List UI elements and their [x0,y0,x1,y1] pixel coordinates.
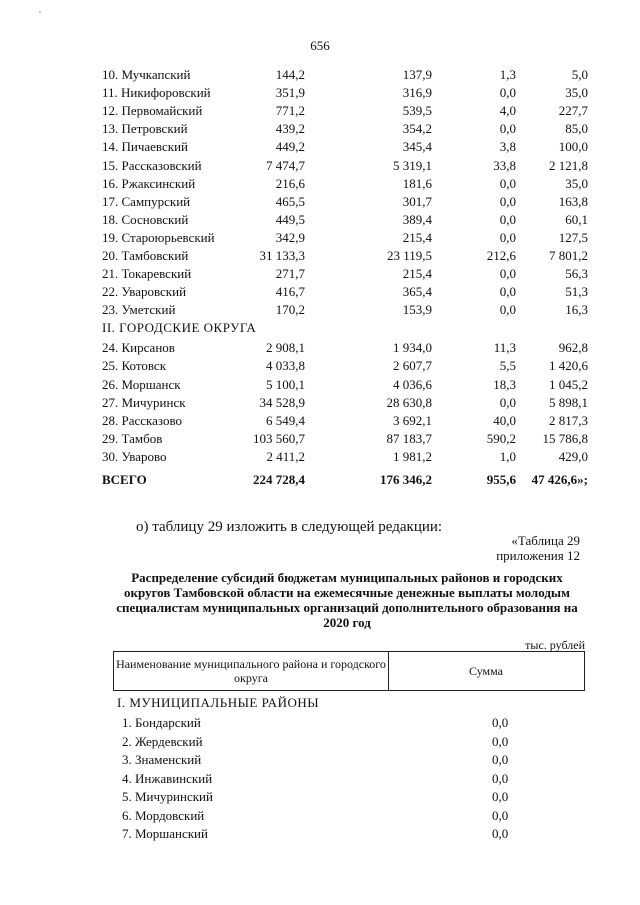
row-value-2: 1 981,2 [393,448,432,464]
row-value-2: 176 346,2 [380,471,432,487]
new-table-header [113,651,585,691]
row-value-1: 449,5 [275,211,305,227]
row-sum: 0,0 [492,770,509,786]
row-value-4: 47 426,6»; [531,471,588,487]
row-value-3: 0,0 [499,175,516,191]
row-value-1: 216,6 [275,175,305,191]
row-value-1: 465,5 [275,193,305,209]
table-row [0,229,640,247]
row-sum: 0,0 [492,733,509,749]
amendment-instruction: о) таблицу 29 изложить в следующей редакции: [136,519,443,535]
table-row [0,807,640,825]
row-value-3: 0,0 [499,229,516,245]
row-value-3: 11,3 [493,340,516,356]
row-value-1: 31 133,3 [259,248,305,263]
row-value-4: 1 420,6 [549,358,588,374]
table-row [0,265,640,283]
row-value-4: 60,1 [565,211,588,227]
table-row [0,825,640,843]
row-value-4: 15 786,8 [542,430,588,446]
table-row [0,247,640,265]
row-value-4: 100,0 [558,139,588,155]
section-urban-districts [0,319,640,337]
row-value-4: 163,8 [558,193,588,209]
row-value-2: 354,2 [402,121,432,137]
row-name: 11. Никифоровский [102,85,211,101]
row-value-3: 0,0 [499,85,516,101]
row-value-4: 51,3 [565,284,588,300]
row-name: 2. Жердевский [122,733,203,749]
table-row [0,339,640,357]
row-name: 10. Мучкапский [102,67,191,82]
row-name: 3. Знаменский [122,752,202,767]
row-name: 14. Пичаевский [102,139,188,155]
row-name: 12. Первомайский [102,103,203,119]
table-row [0,138,640,156]
row-value-3: 4,0 [499,103,516,119]
row-value-1: 2 411,2 [266,448,305,464]
row-value-4: 962,8 [558,340,588,356]
table-row [0,211,640,229]
row-name: ВСЕГО [102,471,147,487]
row-value-2: 539,5 [402,103,432,119]
row-name: 5. Мичуринский [122,789,213,804]
row-name: 7. Моршанский [122,826,208,841]
row-name: 21. Токаревский [102,266,192,282]
row-value-2: 28 630,8 [386,394,432,410]
row-value-4: 56,3 [565,266,588,282]
row-value-3: 0,0 [499,266,516,282]
row-value-4: 2 121,8 [549,157,588,173]
row-value-3: 3,8 [499,139,516,155]
row-value-4: 35,0 [565,85,588,101]
row-value-2: 365,4 [402,284,432,300]
row-value-4: 35,0 [565,175,588,191]
table-caption-number: «Таблица 29 [511,533,580,548]
table-row [0,193,640,211]
units-label: тыс. рублей [525,638,585,652]
table-row [0,102,640,120]
row-sum: 0,0 [492,826,509,841]
row-value-2: 215,4 [402,229,432,245]
row-value-2: 153,9 [402,302,432,318]
table-row [0,751,640,769]
table-row [0,120,640,138]
row-name: 24. Кирсанов [102,340,175,356]
row-value-1: 351,9 [275,85,305,101]
table-row [0,770,640,788]
row-value-2: 389,4 [402,211,432,227]
page-number: 656 [310,38,330,53]
row-value-1: 170,2 [275,302,305,318]
row-name: 29. Тамбов [102,430,163,446]
row-value-1: 224 728,4 [253,471,305,487]
table-row [0,394,640,412]
table-row [0,471,640,489]
row-name: 4. Инжавинский [122,770,213,786]
row-value-2: 345,4 [402,139,432,155]
table-row [0,66,640,84]
row-value-4: 1 045,2 [549,376,588,392]
row-value-2: 1 934,0 [393,340,432,356]
row-value-3: 1,3 [499,67,516,82]
row-value-3: 0,0 [499,284,516,300]
row-value-3: 0,0 [499,193,516,209]
row-value-1: 103 560,7 [253,430,305,446]
table-row [0,448,640,466]
row-sum: 0,0 [492,789,509,804]
row-name: 26. Моршанск [102,376,181,392]
table-row [0,376,640,394]
row-value-1: 34 528,9 [259,394,305,410]
row-name: 28. Рассказово [102,412,183,428]
row-value-1: 416,7 [275,284,305,300]
row-value-2: 301,7 [402,193,432,209]
row-name: 18. Сосновский [102,211,189,227]
row-name: 27. Мичуринск [102,394,186,410]
corner-mark: ` [38,10,42,22]
row-value-2: 181,6 [402,175,432,191]
row-value-1: 4 033,8 [266,358,305,374]
section-municipal-districts: I. МУНИЦИПАЛЬНЫЕ РАЙОНЫ [117,695,320,710]
row-value-4: 16,3 [565,302,588,318]
row-name: 23. Уметский [102,302,176,318]
row-name: 25. Котовск [102,358,167,374]
row-name: 16. Ржаксинский [102,175,196,191]
row-value-4: 7 801,2 [549,248,588,263]
row-sum: 0,0 [492,715,509,730]
row-sum: 0,0 [492,807,509,823]
table-row [0,733,640,751]
row-value-1: 144,2 [275,67,305,82]
row-value-3: 40,0 [493,412,516,428]
row-value-1: 2 908,1 [266,340,305,356]
table-row [0,788,640,806]
row-name: 13. Петровский [102,121,188,137]
row-value-3: 33,8 [493,157,516,173]
section-title: II. ГОРОДСКИЕ ОКРУГА [102,320,257,336]
row-value-3: 0,0 [499,302,516,318]
row-value-1: 439,2 [275,121,305,137]
table-row [0,301,640,319]
row-value-2: 4 036,6 [393,376,432,392]
row-value-4: 127,5 [558,229,588,245]
row-value-3: 1,0 [499,448,516,464]
row-name: 22. Уваровский [102,284,187,300]
row-value-3: 0,0 [499,394,516,410]
table-caption-annex: приложения 12 [496,548,580,563]
row-value-3: 0,0 [499,211,516,227]
header-name-column: Наименование муниципального района и городского округа [114,652,389,690]
row-value-4: 5 898,1 [549,394,588,410]
row-value-4: 5,0 [571,67,588,82]
row-value-3: 955,6 [486,471,516,487]
table-row [0,412,640,430]
row-value-3: 5,5 [499,358,516,374]
new-table-title: Распределение субсидий бюджетам муниципальных районов и городских округов Тамбовской области на ежемесячные денежные выплаты молодым специалистам муниципальных организаций дополнительного образования на 2020 год [116,570,578,630]
row-name: 17. Сампурский [102,193,191,209]
row-value-2: 215,4 [402,266,432,282]
row-value-1: 342,9 [275,229,305,245]
row-value-4: 2 817,3 [549,412,588,428]
table-row [0,84,640,102]
row-sum: 0,0 [492,752,509,767]
row-value-2: 137,9 [402,67,432,82]
row-value-4: 227,7 [558,103,588,119]
row-value-1: 6 549,4 [266,412,305,428]
row-value-2: 3 692,1 [393,412,432,428]
row-name: 1. Бондарский [122,715,201,730]
row-value-1: 5 100,1 [266,376,305,392]
table-row [0,357,640,375]
row-value-1: 449,2 [275,139,305,155]
row-name: 15. Рассказовский [102,157,202,173]
row-name: 19. Староюрьевский [102,229,215,245]
row-value-3: 590,2 [486,430,516,446]
row-value-4: 85,0 [565,121,588,137]
table-row [0,175,640,193]
row-value-2: 5 319,1 [393,157,432,173]
row-value-1: 771,2 [275,103,305,119]
row-value-3: 0,0 [499,121,516,137]
row-name: 30. Уварово [102,448,167,464]
row-value-2: 87 183,7 [386,430,432,446]
row-value-2: 23 119,5 [386,248,432,263]
table-row [0,157,640,175]
row-name: 6. Мордовский [122,807,205,823]
row-value-1: 271,7 [275,266,305,282]
row-value-2: 316,9 [402,85,432,101]
header-sum-column: Сумма [469,663,503,678]
row-value-3: 18,3 [493,376,516,392]
row-name: 20. Тамбовский [102,248,189,263]
row-value-3: 212,6 [486,248,516,263]
table-row [0,283,640,301]
table-row [0,714,640,732]
row-value-2: 2 607,7 [393,358,432,374]
row-value-1: 7 474,7 [266,157,305,173]
row-value-4: 429,0 [558,448,588,464]
table-row [0,430,640,448]
